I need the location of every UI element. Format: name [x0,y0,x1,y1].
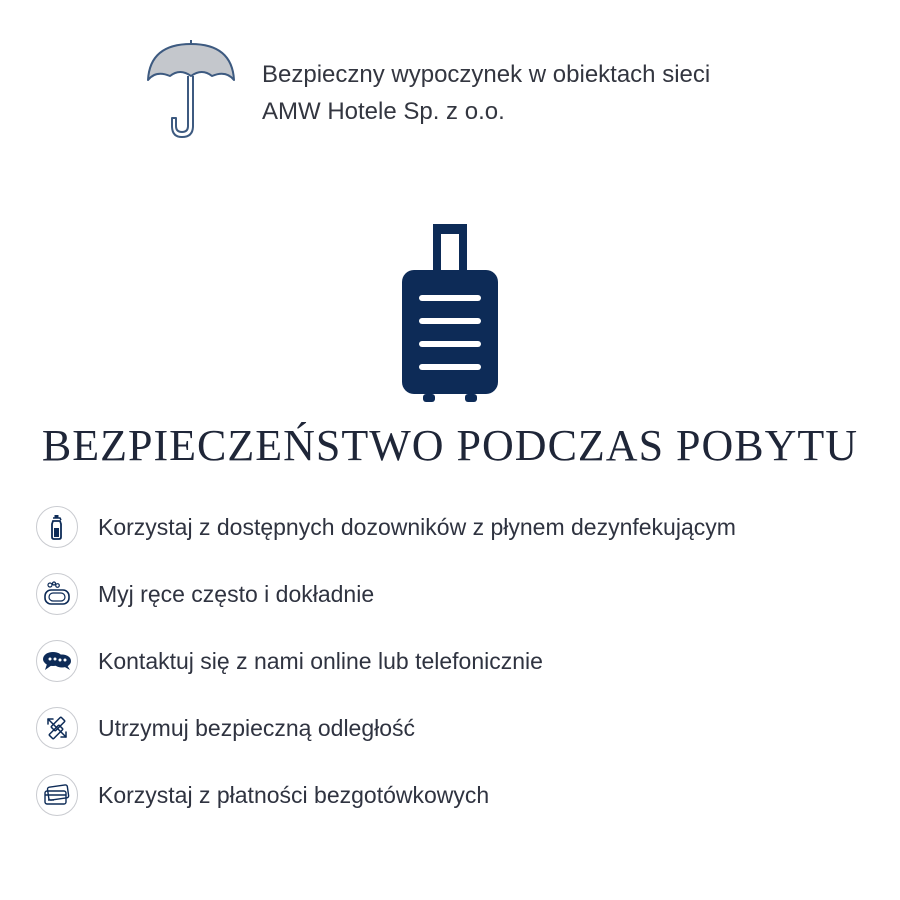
tagline-line-2: AMW Hotele Sp. z o.o. [262,98,505,125]
tip-label: Korzystaj z płatności bezgotówkowych [98,782,490,808]
tip-label: Korzystaj z dostępnych dozowników z płynem dezynfekującym [98,514,736,540]
payment-cards-icon [36,774,78,816]
tip-label: Myj ręce często i dokładnie [98,581,375,607]
tagline-line-1: Bezpieczny wypoczynek w obiektach sieci [262,61,711,88]
list-item [36,640,886,707]
chat-bubbles-icon [36,640,78,682]
page-title: BEZPIECZEŃSTWO PODCZAS POBYTU [41,421,859,470]
list-item [36,573,886,640]
header [146,40,846,140]
list-item [36,707,886,774]
list-item [36,774,886,841]
safety-tips-list [36,506,886,841]
tip-label: Kontaktuj się z nami online lub telefonicznie [98,648,543,674]
distance-arrows-icon [36,707,78,749]
tip-label: Utrzymuj bezpieczną odległość [98,715,416,741]
umbrella-icon [146,40,236,140]
tagline [262,56,710,130]
suitcase-icon [401,222,499,404]
soap-bubbles-icon [36,573,78,615]
sanitizer-bottle-icon [36,506,78,548]
list-item [36,506,886,573]
